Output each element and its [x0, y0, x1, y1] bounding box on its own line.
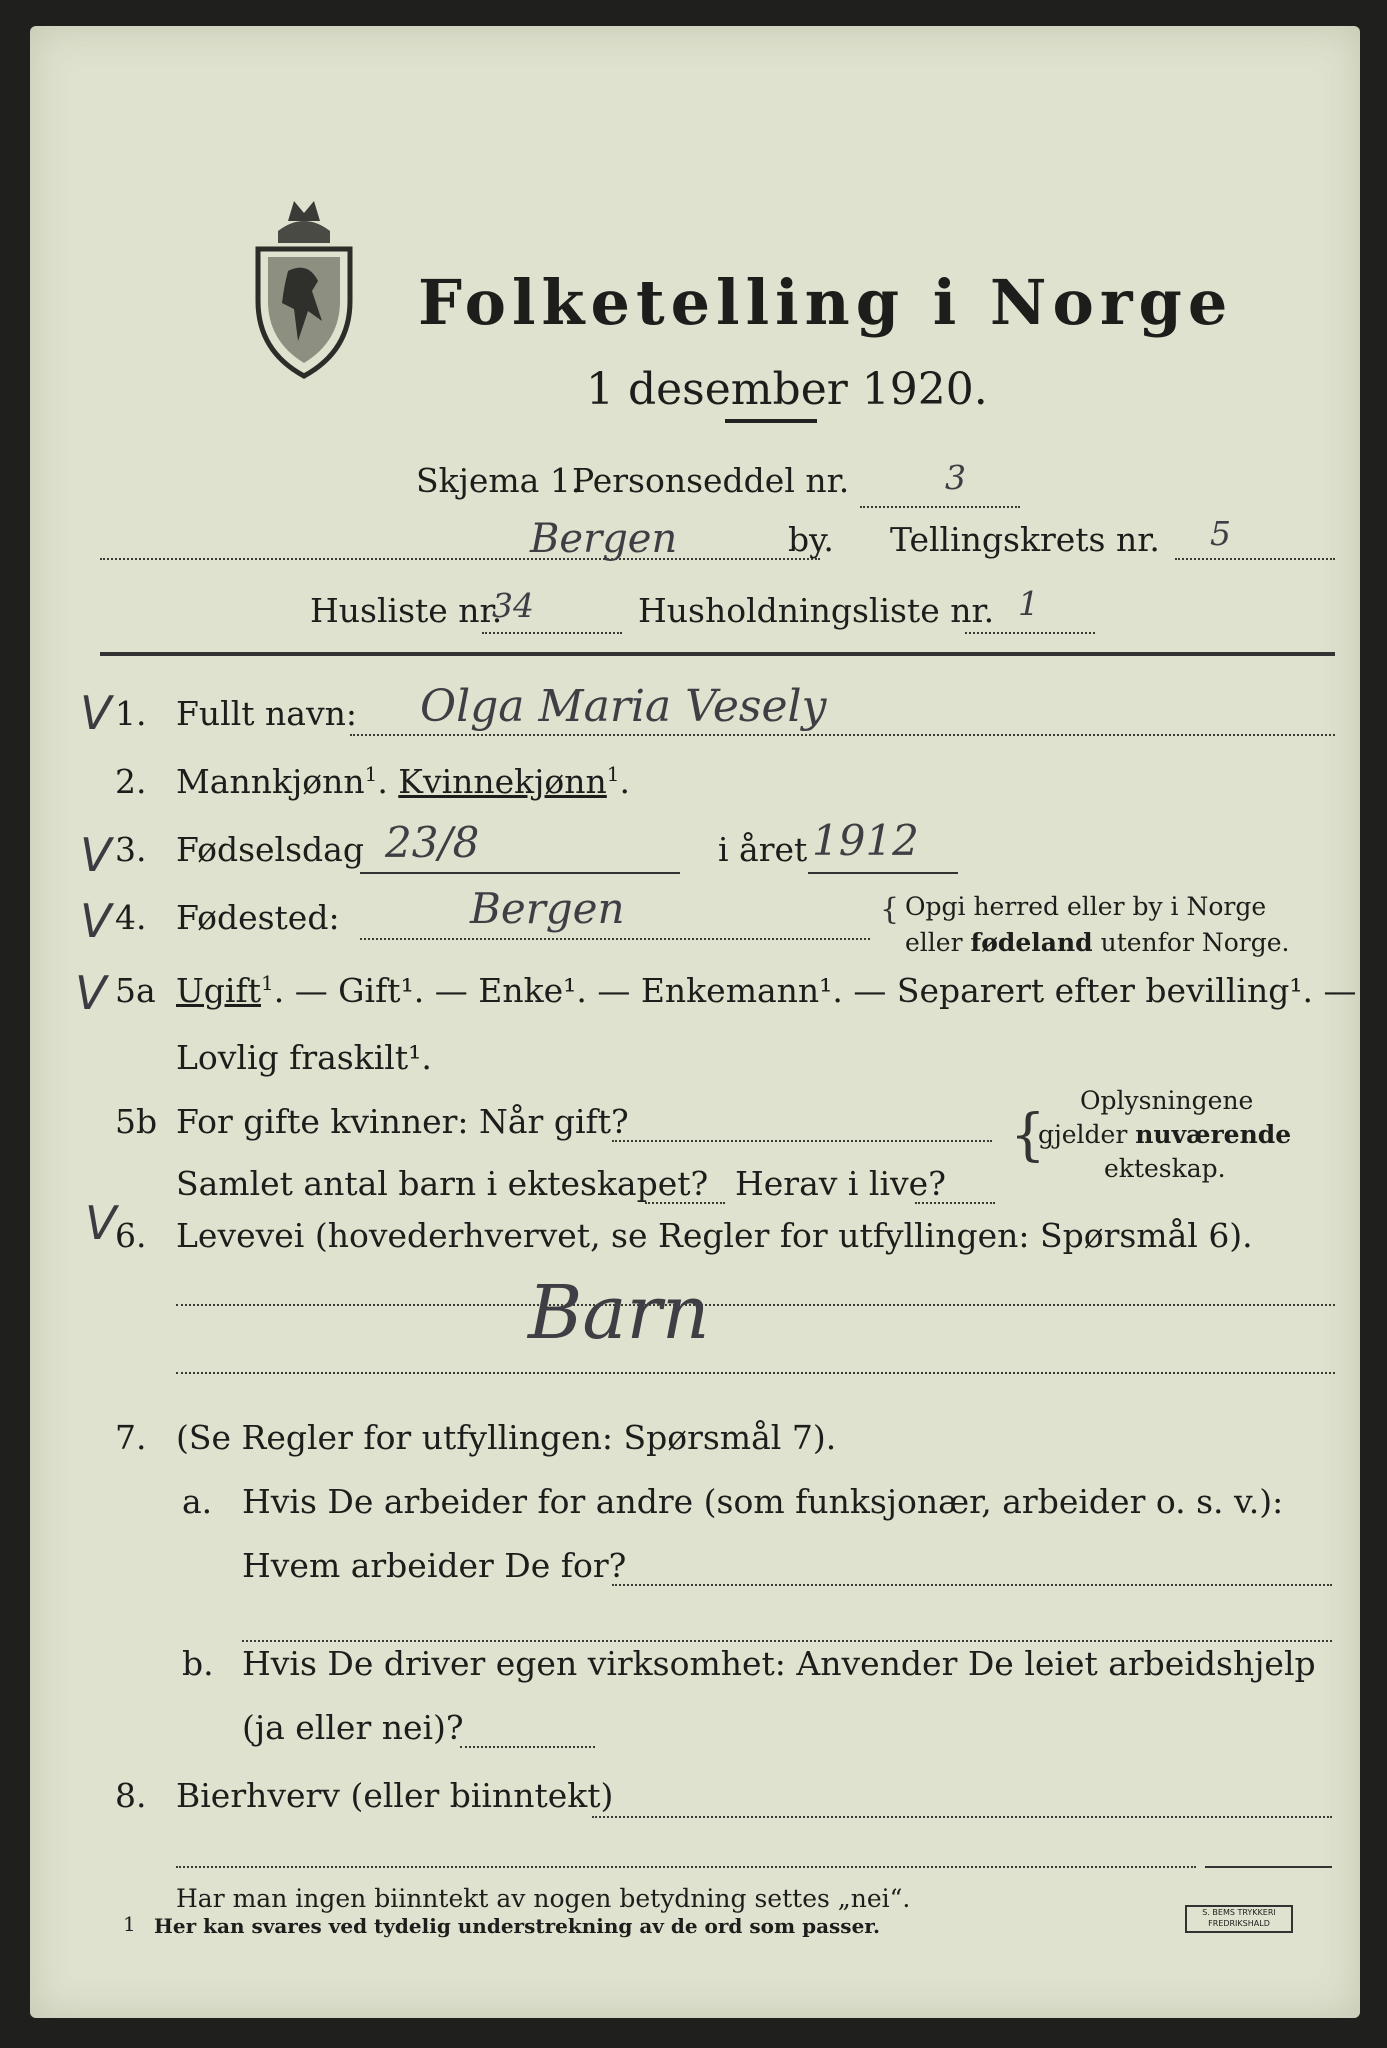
city-line	[100, 558, 820, 560]
children-label: Samlet antal barn i ekteskapet?	[176, 1164, 709, 1203]
printer-stamp: S. BEMS TRYKKERI FREDRIKSHALD	[1185, 1905, 1293, 1933]
tellingskrets-line	[1175, 558, 1335, 560]
check-mark-q1: V	[80, 686, 112, 740]
occupation-line-2	[176, 1372, 1335, 1374]
q5b-note-2: gjelder nuværende	[1038, 1120, 1292, 1149]
side-income-end-line	[1205, 1866, 1332, 1868]
personseddel-line	[860, 506, 1020, 508]
year-line	[808, 872, 958, 874]
employer-line-2	[242, 1640, 1332, 1642]
q7a-letter: a.	[182, 1482, 213, 1521]
full-name-value[interactable]: Olga Maria Vesely	[420, 681, 827, 732]
q7b-letter: b.	[182, 1644, 214, 1683]
q1-label: Fullt navn:	[176, 694, 357, 733]
q5b-number: 5b	[115, 1102, 158, 1141]
census-date: 1 desember 1920.	[586, 364, 988, 415]
side-income-line	[592, 1816, 1332, 1818]
q2-number: 2.	[115, 762, 147, 801]
form-title: Folketelling i Norge	[418, 266, 1234, 339]
q6-number: 6.	[115, 1216, 147, 1255]
q7a-text: Hvis De arbeider for andre (som funksjonær, arbeider o. s. v.):	[242, 1482, 1284, 1521]
birth-year-value[interactable]: 1912	[812, 816, 919, 865]
q7-label: (Se Regler for utfyllingen: Spørsmål 7).	[176, 1418, 837, 1457]
q4-label: Fødested:	[176, 898, 340, 937]
footnote-text: Her kan svares ved tydelig understrekning av de ord som passer.	[154, 1914, 880, 1938]
husliste-value[interactable]: 34	[492, 586, 534, 625]
kvinnekjonn-option[interactable]: Kvinnekjønn	[398, 762, 607, 801]
q7b-text: Hvis De driver egen virksomhet: Anvender De leiet arbeidshjelp	[242, 1644, 1316, 1683]
check-mark-q5a: V	[75, 966, 107, 1020]
q3-number: 3.	[115, 830, 147, 869]
skjema-label: Skjema 1.	[416, 461, 582, 500]
husholdning-value[interactable]: 1	[1018, 584, 1039, 623]
mannkjonn-option[interactable]: Mannkjønn	[176, 762, 365, 801]
ugift-option[interactable]: Ugift	[176, 971, 261, 1010]
year-label: i året	[718, 830, 808, 869]
census-form-page	[30, 26, 1360, 2018]
q5b-brace: {	[1010, 1103, 1046, 1168]
q4-note-2: eller fødeland utenfor Norge.	[905, 928, 1290, 957]
q8-label: Bierhverv (eller biinntekt)	[176, 1776, 614, 1815]
employer-line	[612, 1584, 1332, 1586]
tellingskrets-value[interactable]: 5	[1210, 514, 1231, 553]
q5b-label: For gifte kvinner: Når gift?	[176, 1102, 629, 1141]
gender-options: Mannkjønn$^1$. Kvinnekjønn$^1$.	[176, 762, 631, 801]
by-label: by.	[788, 520, 834, 559]
birthday-value[interactable]: 23/8	[385, 818, 480, 867]
husholdning-label: Husholdningsliste nr.	[638, 591, 995, 630]
occupation-value[interactable]: Barn	[528, 1270, 710, 1356]
occupation-line-1	[176, 1304, 1335, 1306]
children-line	[645, 1202, 725, 1204]
header-divider	[100, 652, 1335, 656]
personseddel-value[interactable]: 3	[945, 458, 966, 497]
q7-number: 7.	[115, 1418, 147, 1457]
city-value[interactable]: Bergen	[530, 516, 678, 562]
tellingskrets-label: Tellingskrets nr.	[890, 520, 1160, 559]
living-line	[915, 1202, 995, 1204]
q5a-number: 5a	[115, 971, 156, 1010]
husliste-label: Husliste nr.	[310, 591, 503, 630]
biinntekt-note: Har man ingen biinntekt av nogen betydning settes „nei“.	[176, 1884, 911, 1913]
check-mark-q6: V	[85, 1196, 117, 1250]
check-mark-q3: V	[80, 828, 112, 882]
husliste-line	[482, 632, 622, 634]
q4-number: 4.	[115, 898, 147, 937]
q1-line	[350, 734, 1335, 736]
birthplace-value[interactable]: Bergen	[470, 884, 625, 933]
q3-label: Fødselsdag	[176, 830, 364, 869]
footnote-number: 1	[123, 1912, 136, 1936]
lovlig-fraskilt-option[interactable]: Lovlig fraskilt¹.	[176, 1038, 432, 1077]
q6-label: Levevei (hovederhvervet, se Regler for utfyllingen: Spørsmål 6).	[176, 1216, 1253, 1255]
married-date-line	[612, 1140, 992, 1142]
birthplace-line	[360, 938, 870, 940]
hired-help-line	[460, 1746, 595, 1748]
living-label: Herav i live?	[735, 1164, 946, 1203]
q4-brace: {	[880, 892, 900, 927]
norway-coat-of-arms-icon	[248, 191, 360, 381]
title-rule	[725, 419, 817, 423]
q5b-note-3: ekteskap.	[1104, 1154, 1226, 1183]
marital-status-options: Ugift$^1$. — Gift¹. — Enke¹. — Enkemann¹. — Separert efter bevilling¹. —	[176, 971, 1357, 1010]
husholdning-line	[965, 632, 1095, 634]
q5b-note-1: Oplysningene	[1080, 1086, 1254, 1115]
side-income-line-2	[176, 1866, 1196, 1868]
check-mark-q4: V	[80, 894, 112, 948]
q4-note-1: Opgi herred eller by i Norge	[905, 892, 1267, 921]
q7a-question: Hvem arbeider De for?	[242, 1546, 627, 1585]
q1-number: 1.	[115, 694, 147, 733]
q7b-question: (ja eller nei)?	[242, 1708, 464, 1747]
q8-number: 8.	[115, 1776, 147, 1815]
birthday-line	[360, 872, 680, 874]
personseddel-label: Personseddel nr.	[572, 461, 850, 500]
